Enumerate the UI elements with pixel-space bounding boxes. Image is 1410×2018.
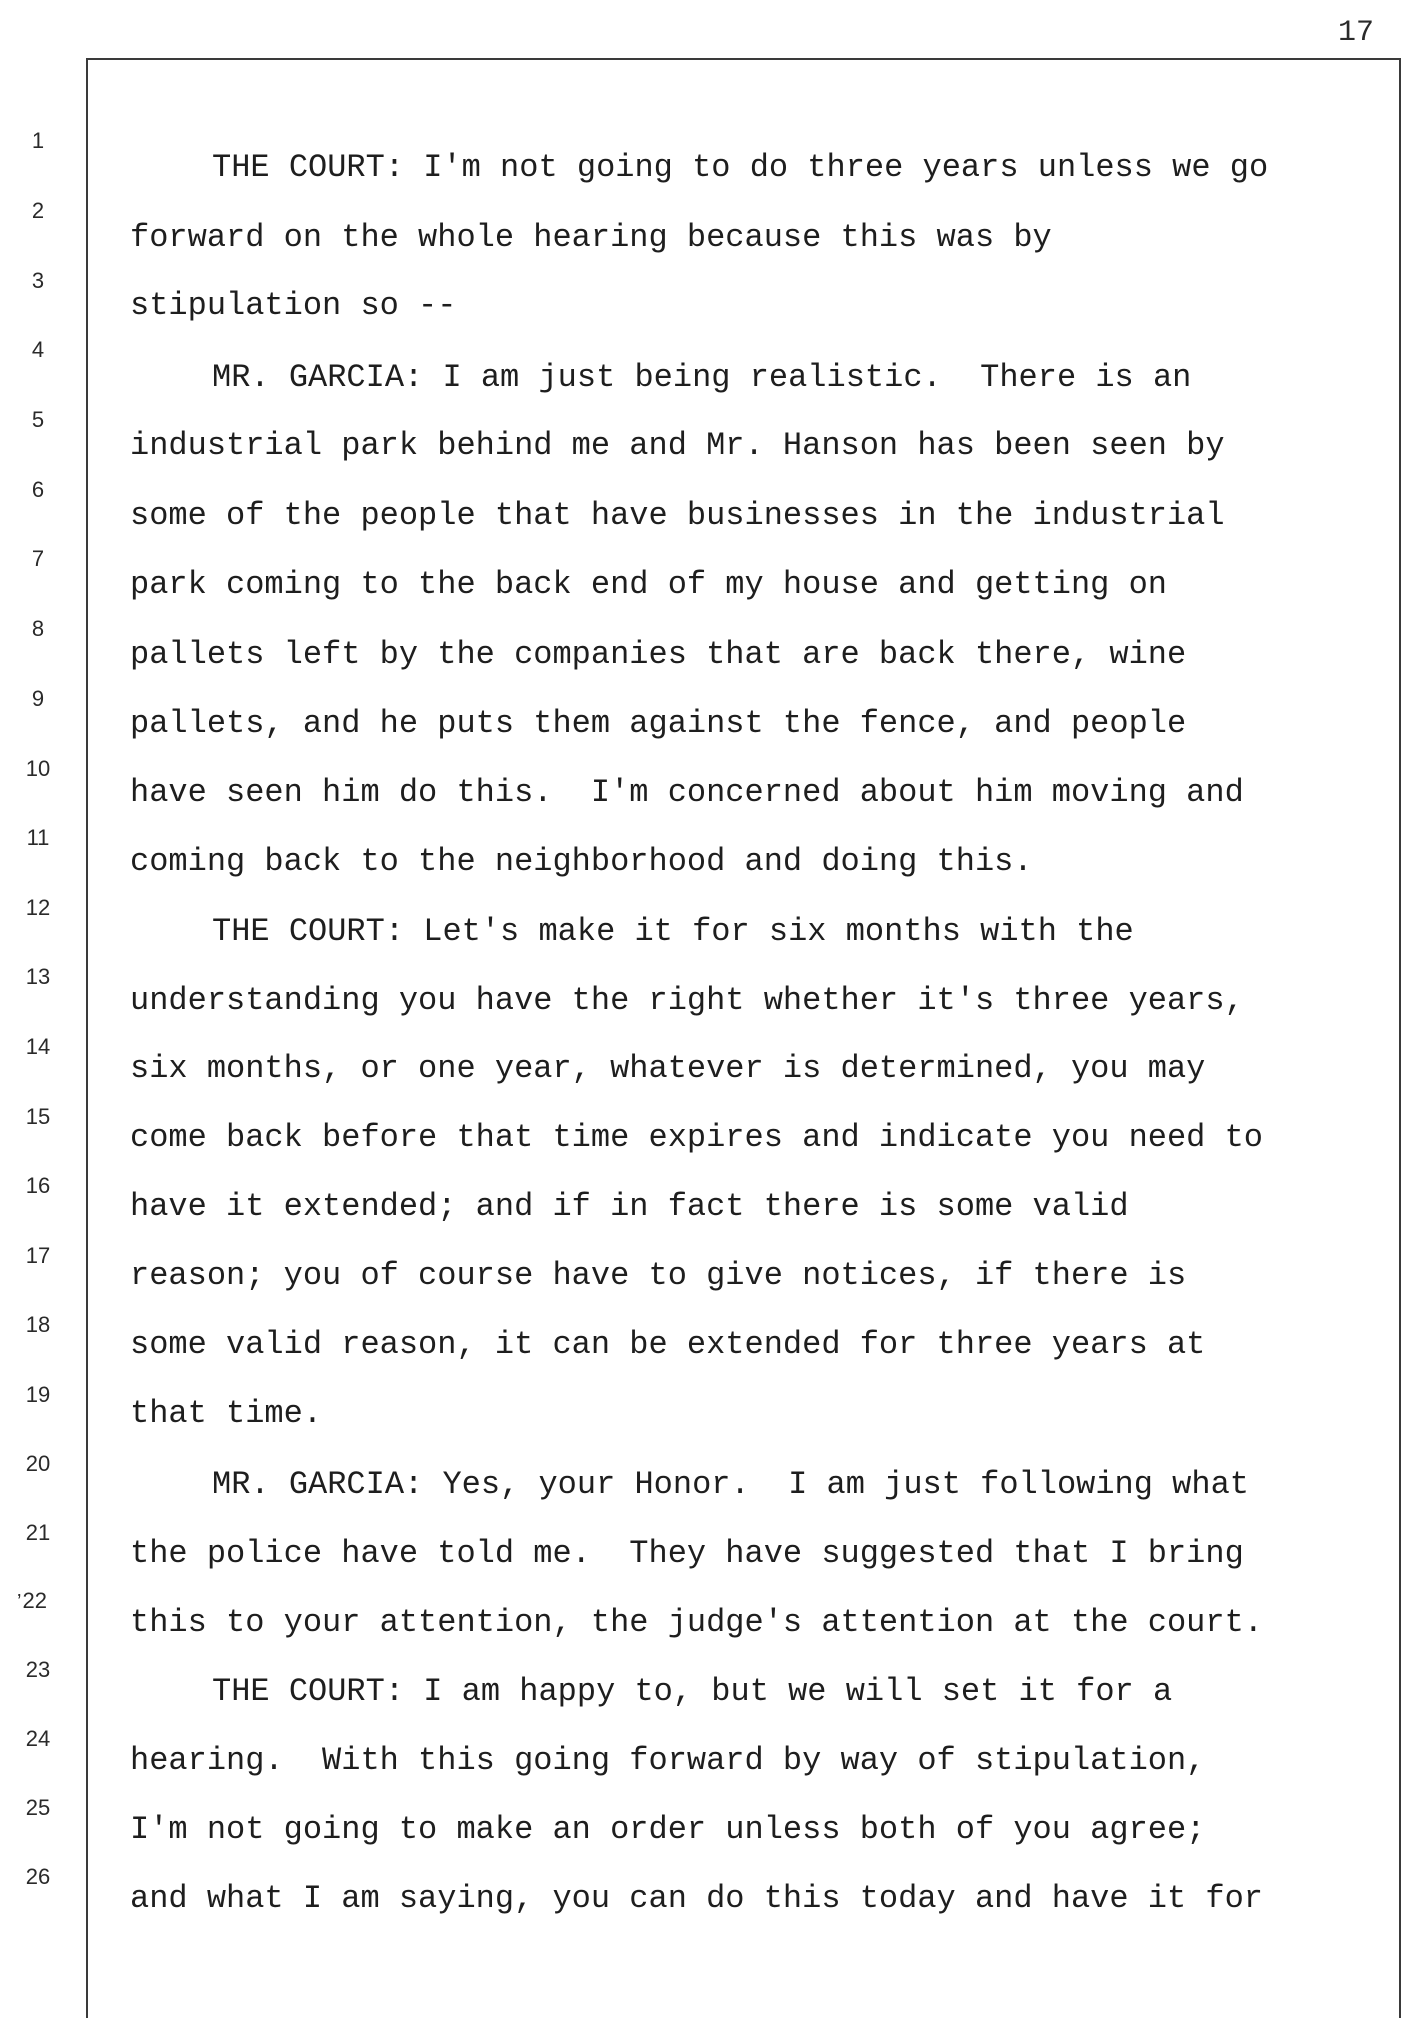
line-number-22-value: 22	[22, 1588, 47, 1613]
line-number: 15	[25, 1104, 51, 1129]
line-number: 16	[25, 1173, 51, 1198]
line-number: 9	[31, 686, 45, 711]
transcript-line: forward on the whole hearing because this was by	[130, 219, 1052, 256]
transcript-line: have seen him do this. I'm concerned about him moving and	[130, 774, 1244, 811]
transcript-line: THE COURT: I'm not going to do three years unless we go	[212, 149, 1269, 186]
line-number: 12	[25, 895, 51, 920]
transcript-line: this to your attention, the judge's attention at the court.	[130, 1604, 1263, 1641]
transcript-line: MR. GARCIA: I am just being realistic. There is an	[212, 359, 1192, 396]
transcript-line: six months, or one year, whatever is determined, you may	[130, 1050, 1206, 1087]
line-number: 26	[25, 1864, 51, 1889]
line-number: 2	[31, 198, 45, 223]
transcript-line: stipulation so --	[130, 287, 457, 324]
transcript-line: pallets, and he puts them against the fence, and people	[130, 705, 1187, 742]
line-number: 23	[25, 1657, 51, 1682]
line-number: 19	[25, 1382, 51, 1407]
line-number-22	[0, 1590, 70, 1612]
transcript-line: that time.	[130, 1395, 323, 1432]
line-number: 13	[25, 964, 51, 989]
transcript-line: understanding you have the right whether it's three years,	[130, 982, 1244, 1019]
transcript-line: hearing. With this going forward by way of stipulation,	[130, 1742, 1206, 1779]
transcript-line: pallets left by the companies that are back there, wine	[130, 636, 1187, 673]
transcript-line: reason; you of course have to give notices, if there is	[130, 1257, 1187, 1294]
transcript-line: come back before that time expires and indicate you need to	[130, 1119, 1263, 1156]
line-number: 8	[31, 616, 45, 641]
transcript-line: MR. GARCIA: Yes, your Honor. I am just following what	[212, 1466, 1249, 1503]
transcript-frame	[86, 58, 1401, 2018]
line-number: 25	[25, 1795, 51, 1820]
line-number: 11	[26, 825, 50, 850]
line-number: 1	[31, 128, 45, 153]
line-number: 21	[25, 1520, 51, 1545]
line-number: 18	[25, 1312, 51, 1337]
transcript-line: industrial park behind me and Mr. Hanson has been seen by	[130, 427, 1225, 464]
transcript-line: park coming to the back end of my house and getting on	[130, 566, 1167, 603]
margin-mark: ’	[17, 1591, 22, 1613]
transcript-line: THE COURT: Let's make it for six months with the	[212, 913, 1134, 950]
line-number: 3	[31, 268, 45, 293]
transcript-line: have it extended; and if in fact there is some valid	[130, 1188, 1129, 1225]
transcript-line: some of the people that have businesses in the industrial	[130, 497, 1225, 534]
line-number: 20	[25, 1451, 51, 1476]
line-number: 4	[31, 337, 45, 362]
transcript-line: coming back to the neighborhood and doing this.	[130, 843, 1033, 880]
line-number: 24	[25, 1726, 51, 1751]
line-number: 6	[31, 477, 45, 502]
transcript-line: the police have told me. They have suggested that I bring	[130, 1535, 1244, 1572]
transcript-line: I'm not going to make an order unless both of you agree;	[130, 1811, 1206, 1848]
line-number: 10	[25, 756, 51, 781]
line-number: 7	[31, 546, 45, 571]
transcript-line: some valid reason, it can be extended for three years at	[130, 1326, 1206, 1363]
line-number: 14	[25, 1034, 51, 1059]
line-number: 17	[25, 1243, 51, 1268]
line-number: 5	[31, 407, 45, 432]
page-number: 17	[1337, 16, 1374, 50]
transcript-line: and what I am saying, you can do this today and have it for	[130, 1880, 1263, 1917]
transcript-line: THE COURT: I am happy to, but we will set it for a	[212, 1673, 1173, 1710]
